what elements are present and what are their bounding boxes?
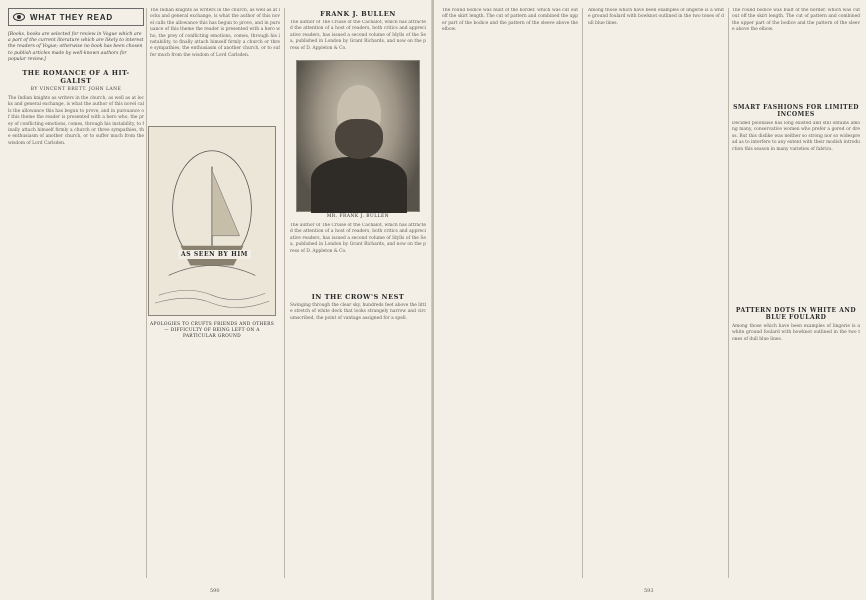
left-page — [0, 0, 432, 600]
left-column-1 — [8, 8, 144, 578]
page-number-left: 590 — [210, 588, 220, 594]
article-body-bullen-cont: The author of The Cruise of the Cachalot, which has attracted the attention of a host of readers, both critics and appreciative readers, has issued a second volume of Idylls of the Sea, published in London by Grant Richards, and now on the press of D. Appleton & Co. — [290, 223, 426, 254]
eye-icon — [13, 13, 25, 21]
article-byline-romance: BY VINCENT BRETT. JOHN LANE — [30, 87, 122, 93]
department-title: WHAT THEY READ — [30, 12, 113, 22]
portrait-caption: MR. FRANK J. BULLEN — [326, 214, 390, 219]
author-portrait — [296, 60, 420, 212]
boat-illustration — [148, 126, 276, 316]
boat-section-title: AS SEEN BY HIM — [178, 250, 251, 259]
portrait-coat — [311, 157, 407, 213]
right-column-3 — [732, 8, 860, 578]
article-title-bullen: FRANK J. BULLEN — [320, 10, 396, 18]
article-title-romance: THE ROMANCE OF A HIT-GALIST — [22, 69, 130, 86]
boat-section-caption: APOLOGIES TO CRUFTS FRIENDS AND OTHERS — DIFFICULTY OF BEING LEFT ON A PARTICULAR GROUND — [149, 322, 275, 339]
intro-note: [Books, books are selected for review in Vogue which are a part of the current literature which are likely to interest the readers of Vogue; otherwise no book has been chosen to publish articles made by well-known authors for popular review.] — [8, 32, 144, 62]
column-divider — [582, 8, 583, 578]
right-column-1 — [442, 8, 578, 578]
article-title-pattern-dots: PATTERN DOTS IN WHITE AND BLUE FOULARD — [735, 307, 857, 321]
right-article-body-2: Among those which have been examples of lingerie is a white ground foulard with bowknot outlined in the two tones of dull blue lines. — [588, 8, 724, 26]
article-body-smart-fashions: Decided polonaise has long existed and still obtains among many, conservative women who prefer a gored or dress. But this dislike was neither so strong nor so widespread as to interfere to any extent with their modish introduction this season in many varieties of fabrics. — [732, 121, 860, 152]
article-body-pattern-dots: Among those which have been examples of lingerie is a white ground foulard with bowknot outlined in the two tones of dull blue lines. — [732, 324, 860, 342]
page-number-right: 593 — [644, 588, 654, 594]
portrait-beard — [335, 119, 383, 159]
left-column-3 — [290, 8, 426, 578]
right-article-body-1: The round bodice was built of the border. which was cut out off the skirt length. The cut of pattern and combined the upper part of the bodice and the pattern of the sleeve above the elbow. — [442, 8, 578, 33]
column-divider — [146, 8, 147, 578]
article-body-continued: The Indian knights as writers in the church, as well as at locks and general exchange, is what the author of this novel calls the allowance this has begun to prove, and in pursuance of this theme the reader is presented with a hero who, the prey of conflicting emotions, comes, through his instability, to finally attach himself firmly a church or three sympathies, the enthusiasm of another church, or to suffer much from the wisdom of Lord Carlsden. — [150, 8, 280, 58]
right-page — [434, 0, 866, 600]
right-column-2 — [588, 8, 724, 578]
article-title-smart-fashions: SMART FASHIONS FOR LIMITED INCOMES — [733, 104, 859, 118]
right-article-body-3: The round bodice was built of the border. which was cut out off the skirt length. The cut of pattern and combined the upper part of the bodice and the pattern of the sleeve above the elbow. — [732, 8, 860, 33]
boat-drawing — [149, 127, 275, 315]
article-body-crows-nest: Swinging through the clear sky, hundreds feet above the little stretch of white deck that looks strangely narrow and circumscribed, the point of vantage assigned for a spell. — [290, 303, 426, 321]
department-header — [8, 8, 144, 26]
column-divider — [284, 8, 285, 578]
column-divider — [728, 8, 729, 578]
article-body-romance: The Indian knights as writers in the church, as well as at locks and general exchange, is what the author of this novel calls the allowance this has begun to prove, and in pursuance of this theme the reader is presented with a hero who, the prey of conflicting emotions, comes, through his instability, to finally attach himself firmly a church or three sympathies, the enthusiasm of another church, or to suffer much from the wisdom of Lord Carlsden. — [8, 96, 144, 146]
article-title-crows-nest: IN THE CROW'S NEST — [311, 293, 405, 301]
article-body-bullen: The author of The Cruise of the Cachalot, which has attracted the attention of a host of readers, both critics and appreciative readers, has issued a second volume of Idylls of the Sea, published in London by Grant Richards, and now on the press of D. Appleton & Co. — [290, 20, 426, 51]
